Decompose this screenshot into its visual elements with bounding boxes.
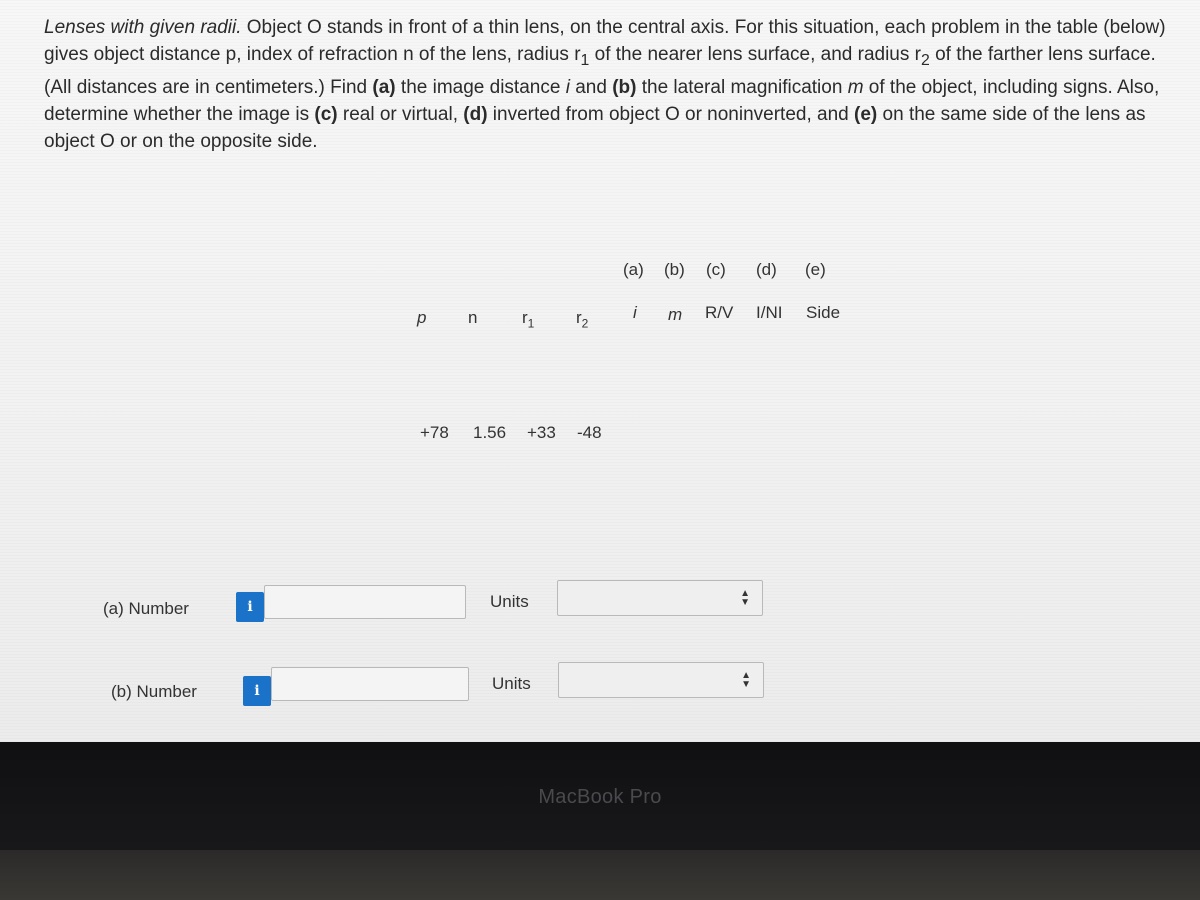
col-r1: $r_1$ [522,308,535,331]
desk-surface [0,850,1200,900]
answer-a-units-select[interactable] [557,580,763,616]
answer-b-info-icon[interactable]: i [243,676,271,706]
answer-a-number-input[interactable] [264,585,466,619]
header-part-a: (a) [623,260,644,279]
header-part-b: (b) [664,260,685,279]
select-arrows-icon: ▲ ▼ [740,588,750,608]
value-r1: +33 [527,423,556,442]
col-n: n [468,308,478,327]
col-ini: I/NI [756,303,783,322]
value-p: +78 [420,423,449,442]
answer-b-units-label: Units [492,674,531,693]
col-m: m [668,305,683,324]
answer-a-label: (a) Number [103,599,189,618]
value-r2: -48 [577,423,602,442]
col-r2: $r_2$ [576,308,589,331]
answer-a-info-icon[interactable]: i [236,592,264,622]
answer-a-units-label: Units [490,592,529,611]
header-part-d: (d) [756,260,777,279]
problem-title: Lenses with given radii. [44,17,242,38]
device-brand-label: MacBook Pro [538,786,662,808]
header-part-e: (e) [805,260,826,279]
value-n: 1.56 [473,423,507,442]
problem-body: Object O stands in front of a thin lens, on the central axis. For this situation, each problem in the table (below) gives object distance p, index of refraction n of the lens, radius $r_1$ of the nearer lens surface, and radius $r_2$ of the farther lens surface. (All distances are in centimeters.) Find (a) the image distance i and (b) the lateral magnification m of the object, including signs. Also, determine whether the image is (c) real or virtual, (d) inverted from object O or noninverted, and (e) on the same side of the lens as object O or on the opposite side. [44,17,1166,152]
problem-statement [44,14,1184,155]
col-rv: R/V [705,303,734,322]
answer-b-label: (b) Number [111,682,197,701]
answer-b-units-select[interactable] [558,662,764,698]
header-part-c: (c) [706,260,726,279]
answer-b-number-input[interactable] [271,667,469,701]
col-p: p [417,308,427,327]
col-i: i [633,303,637,322]
select-arrows-icon: ▲ ▼ [741,670,751,690]
col-side: Side [806,303,841,322]
